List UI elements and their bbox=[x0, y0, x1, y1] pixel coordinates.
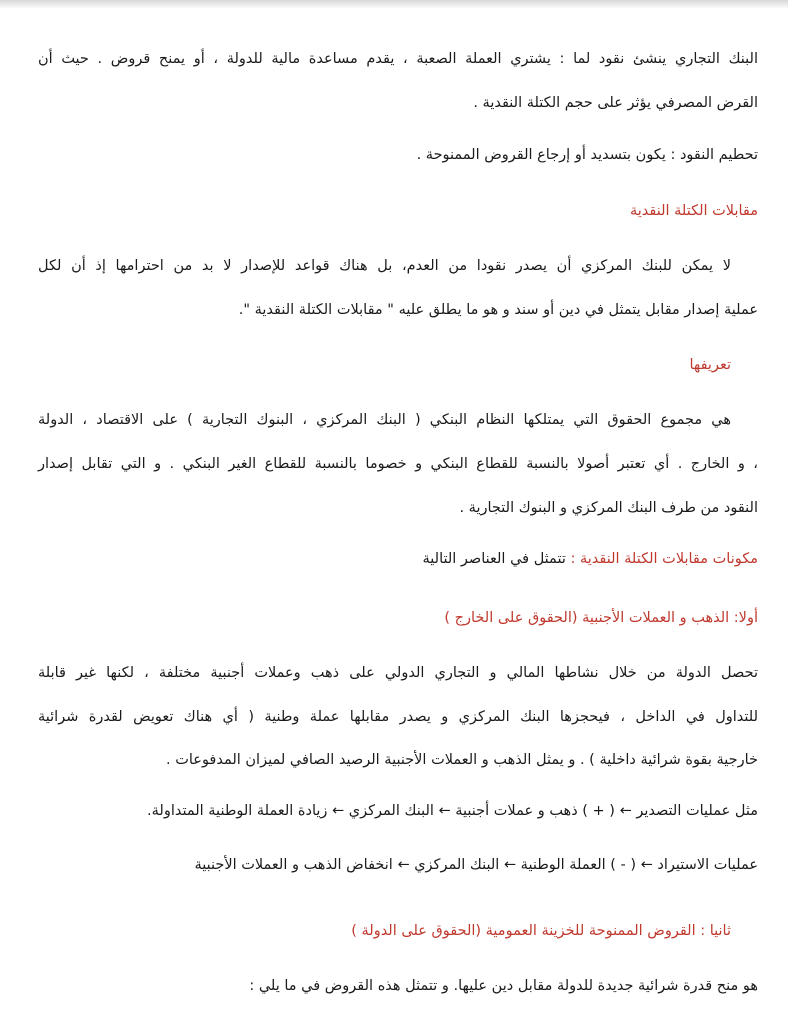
paragraph-line: خارجية بقوة شرائية داخلية ) . و يمثل الذهب و العملات الأجنبية الرصيد الصافي لميزان المدفوعات . bbox=[166, 752, 758, 768]
section-heading-definition: تعريفها bbox=[689, 357, 731, 373]
section-heading-second-treasury-loans: ثانيا : القروض الممنوحة للخزينة العمومية (الحقوق على الدولة ) bbox=[351, 923, 731, 939]
paragraph-line: تحطيم النقود : يكون بتسديد أو إرجاع القروض الممنوحة . bbox=[416, 147, 758, 163]
paragraph-line: لا يمكن للبنك المركزي أن يصدر نقودا من العدم، بل هناك قواعد للإصدار لا بد من احترامها إذ أن لكل bbox=[38, 258, 731, 274]
paragraph-line: للتداول في الداخل ، فيحجزها البنك المركزي و يصدر مقابلها عملة وطنية ( أي هناك تعويض لقدرة شرائية bbox=[38, 709, 758, 725]
import-flow-line: عمليات الاستيراد ← ( - ) العملة الوطنية ← البنك المركزي ← انخفاض الذهب و العملات الأجنبية bbox=[194, 857, 758, 873]
paragraph-line: القرض المصرفي يؤثر على حجم الكتلة النقدية . bbox=[473, 95, 758, 111]
paragraph-line: البنك التجاري ينشئ نقود لما : يشتري العملة الصعبة ، يقدم مساعدة مالية للدولة ، أو يمنح قروض . حيث أن bbox=[38, 51, 758, 67]
paragraph-line: ، و الخارج . أي تعتبر أصولا بالنسبة للقطاع البنكي و خصوما بالنسبة للقطاع الغير البنكي . و التي تقابل إصدار bbox=[38, 456, 758, 472]
document-content bbox=[38, 46, 758, 999]
paragraph-line: عملية إصدار مقابل يتمثل في دين أو سند و هو ما يطلق عليه " مقابلات الكتلة النقدية ". bbox=[238, 302, 758, 318]
section-heading-first-gold-foreign-currency: أولا: الذهب و العملات الأجنبية (الحقوق على الخارج ) bbox=[444, 610, 758, 626]
page-top-edge-shadow bbox=[0, 0, 788, 9]
inline-text-components: تتمثل في العناصر التالية bbox=[422, 551, 566, 567]
section-heading-monetary-counterparts: مقابلات الكتلة النقدية bbox=[629, 203, 758, 219]
export-flow-line: مثل عمليات التصدير ← ( + ) ذهب و عملات أجنبية ← البنك المركزي ← زيادة العملة الوطنية المتداولة. bbox=[147, 803, 758, 819]
paragraph-line: هي مجموع الحقوق التي يمتلكها النظام البنكي ( البنك المركزي ، البنوك التجارية ) على الاقتصاد ، الدولة bbox=[38, 412, 731, 428]
components-heading-line bbox=[38, 546, 758, 572]
paragraph-line: تحصل الدولة من خلال نشاطها المالي و التجاري الدولي على ذهب وعملات أجنبية مختلفة ، لكنها غير قابلة bbox=[38, 665, 758, 681]
inline-heading-components: مكونات مقابلات الكتلة النقدية : bbox=[565, 551, 758, 567]
paragraph-line: هو منح قدرة شرائية جديدة للدولة مقابل دين عليها. و تتمثل هذه القروض في ما يلي : bbox=[249, 978, 758, 994]
paragraph-line: النقود من طرف البنك المركزي و البنوك التجارية . bbox=[459, 500, 758, 516]
